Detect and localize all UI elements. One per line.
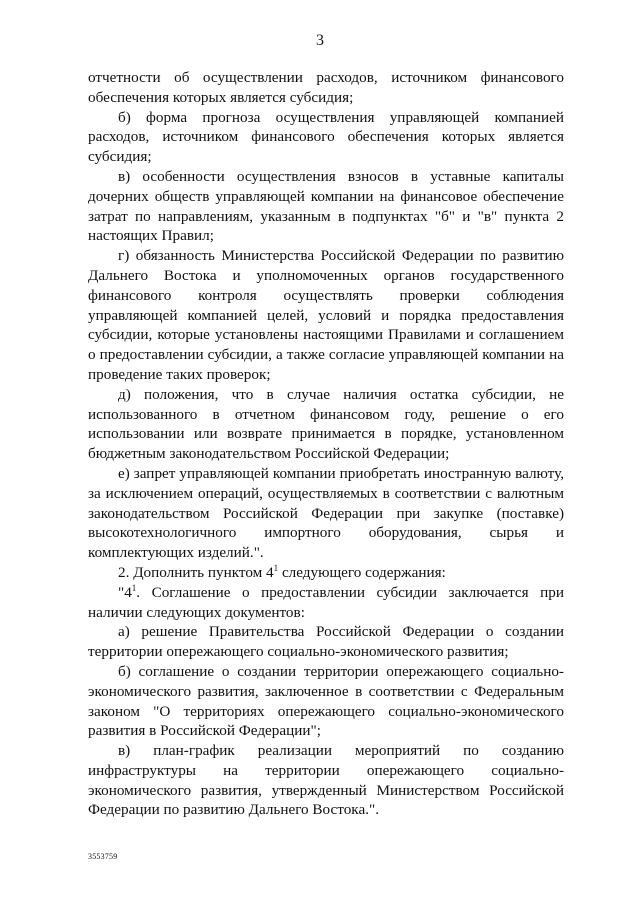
- paragraph-item-b: б) форма прогноза осуществления управляющей компанией расходов, источником финансового обеспечения которых является субсидия;: [88, 108, 564, 166]
- amendment-2-text-after: следующего содержания:: [278, 563, 446, 581]
- page-number: 3: [316, 32, 324, 49]
- document-code: 3553759: [88, 852, 118, 861]
- clause-4-1-text-after: . Соглашение о предоставлении субсидии заключается при наличии следующих документов:: [88, 583, 564, 621]
- clause-4-1-superscript: 1: [131, 582, 137, 593]
- amendment-2-text-before: 2. Дополнить пунктом 4: [118, 563, 274, 581]
- paragraph-item-e: е) запрет управляющей компании приобретать иностранную валюту, за исключением операций, осуществляемых в соответствии с валютным законодательством Российской Федерации при закупке (поставке) высокотехнологичного импортного оборудования, сырья и комплектующих изделий.".: [88, 464, 564, 562]
- paragraph-doc-v: в) план-график реализации мероприятий по созданию инфраструктуры на территории опережающего социально-экономического развития, утвержденный Министерством Российской Федерации по развитию Дальнего Востока.".: [88, 742, 564, 819]
- paragraph-doc-b: б) соглашение о создании территории опережающего социально-экономического развития, заключенное в соответствии с Федеральным законом "О территориях опережающего социально-экономического развития в Российской Федерации";: [88, 662, 564, 740]
- clause-4-1-text-before: "4: [118, 583, 132, 601]
- paragraph-amendment-2: [88, 563, 564, 583]
- paragraph-item-v: в) особенности осуществления взносов в уставные капиталы дочерних обществ управляющей компании на финансовое обеспечение затрат по направлениям, указанным в подпунктах "б" и "в" пункта 2 настоящих Правил;: [88, 167, 564, 245]
- document-body: [88, 68, 564, 820]
- paragraph-item-g: г) обязанность Министерства Российской Федерации по развитию Дальнего Востока и уполномоченных органов государственного финансового контроля осуществлять проверки соблюдения управляющей компанией целей, условий и порядка предоставления субсидии, которые установлены настоящими Правилами и соглашением о предоставлении субсидии, а также согласие управляющей компании на проведение таких проверок;: [88, 247, 564, 383]
- paragraph-clause-4-1: [88, 583, 564, 623]
- paragraph-doc-a: а) решение Правительства Российской Федерации о создании территории опережающего социально-экономического развития;: [88, 623, 564, 661]
- paragraph-continuation: отчетности об осуществлении расходов, источником финансового обеспечения которых является субсидия;: [88, 69, 564, 106]
- paragraph-item-d: д) положения, что в случае наличия остатка субсидии, не использованного в отчетном финансовом году, решение о его использовании или возврате принимается в порядке, установленном бюджетным законодательством Российской Федерации;: [88, 385, 564, 463]
- amendment-2-superscript: 1: [273, 562, 279, 573]
